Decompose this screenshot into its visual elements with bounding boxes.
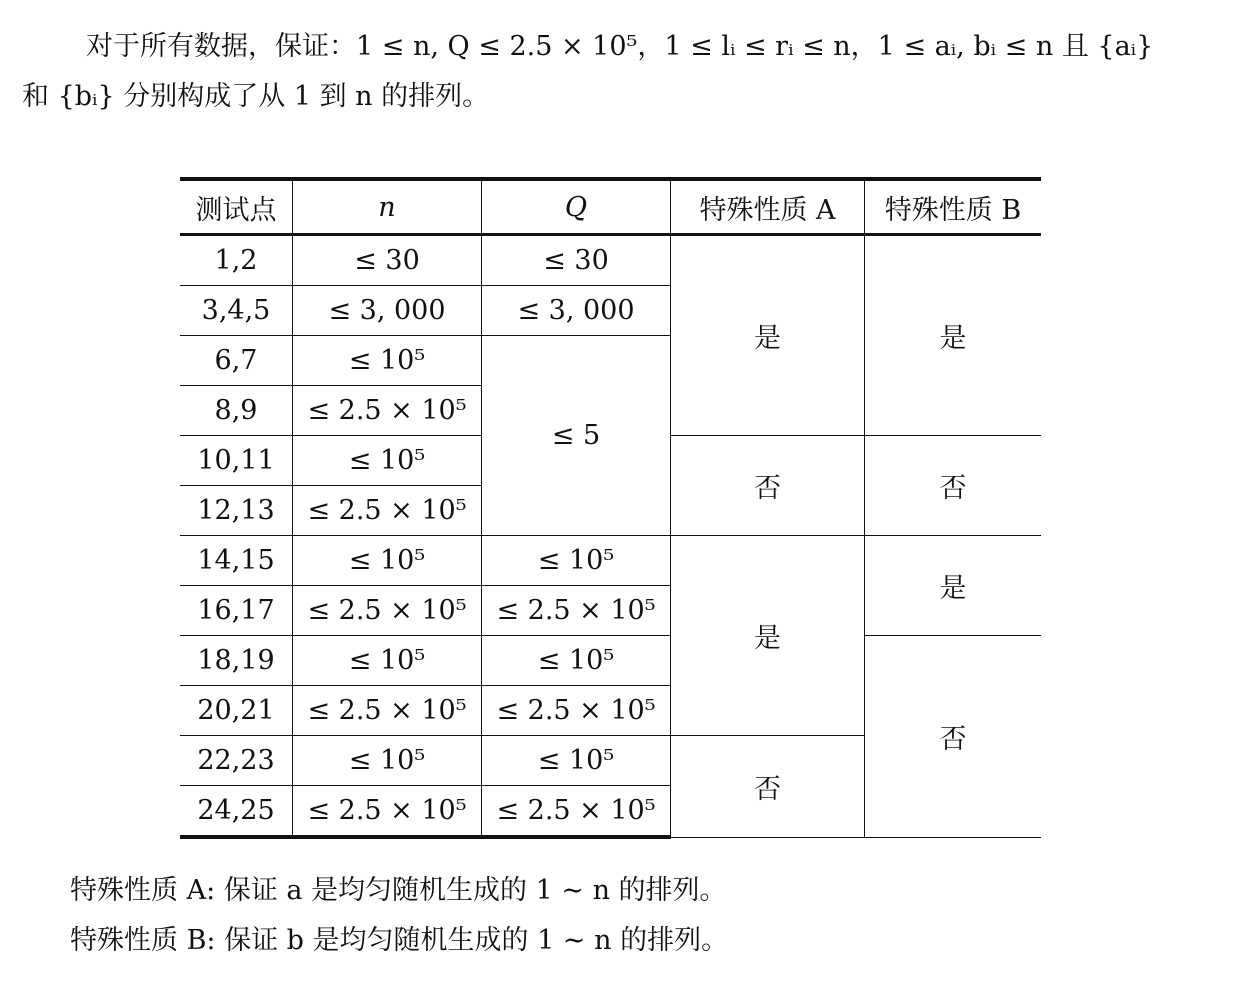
cell-points: 24,25	[180, 786, 293, 838]
constraints-line-2: 和 {bᵢ} 分别构成了从 1 到 n 的排列。	[22, 81, 490, 112]
cell-q: ≤ 3, 000	[482, 286, 671, 336]
cell-q: ≤ 30	[482, 235, 671, 286]
cell-points: 18,19	[180, 636, 293, 686]
cell-n: ≤ 10⁵	[293, 636, 482, 686]
cell-q: ≤ 2.5 × 10⁵	[482, 686, 671, 736]
property-a-note: 特殊性质 A: 保证 a 是均匀随机生成的 1 ∼ n 的排列。	[70, 875, 727, 906]
header-test-points: 测试点	[180, 179, 293, 235]
cell-n: ≤ 2.5 × 10⁵	[293, 386, 482, 436]
cell-q: ≤ 2.5 × 10⁵	[482, 786, 671, 838]
cell-q: ≤ 5	[482, 336, 671, 536]
constraints-paragraph	[22, 22, 1232, 122]
subtask-table	[180, 177, 1041, 839]
header-property-b: 特殊性质 B	[865, 179, 1042, 235]
cell-property-a: 否	[671, 436, 865, 536]
cell-n: ≤ 3, 000	[293, 286, 482, 336]
cell-n: ≤ 10⁵	[293, 536, 482, 586]
property-notes	[70, 866, 1220, 966]
cell-property-a: 是	[671, 235, 865, 436]
cell-n: ≤ 10⁵	[293, 336, 482, 386]
header-property-a: 特殊性质 A	[671, 179, 865, 235]
cell-q: ≤ 10⁵	[482, 536, 671, 586]
cell-points: 14,15	[180, 536, 293, 586]
constraints-line-1: 对于所有数据，保证：1 ≤ n, Q ≤ 2.5 × 10⁵，1 ≤ lᵢ ≤ rᵢ ≤ n，1 ≤ aᵢ, bᵢ ≤ n 且 {aᵢ}	[86, 31, 1154, 62]
cell-points: 10,11	[180, 436, 293, 486]
property-b-note: 特殊性质 B: 保证 b 是均匀随机生成的 1 ∼ n 的排列。	[70, 925, 729, 956]
cell-property-b: 否	[865, 436, 1042, 536]
cell-points: 20,21	[180, 686, 293, 736]
header-n: n	[293, 179, 482, 235]
cell-n: ≤ 10⁵	[293, 736, 482, 786]
cell-n: ≤ 10⁵	[293, 436, 482, 486]
cell-property-a: 否	[671, 736, 865, 838]
cell-property-a: 是	[671, 536, 865, 736]
table-row	[180, 636, 1041, 686]
cell-property-b: 是	[865, 536, 1042, 636]
cell-q: ≤ 10⁵	[482, 736, 671, 786]
cell-points: 12,13	[180, 486, 293, 536]
table-header-row	[180, 179, 1041, 235]
cell-q: ≤ 10⁵	[482, 636, 671, 686]
cell-n: ≤ 2.5 × 10⁵	[293, 786, 482, 838]
cell-property-b: 否	[865, 636, 1042, 838]
cell-n: ≤ 30	[293, 235, 482, 286]
cell-q: ≤ 2.5 × 10⁵	[482, 586, 671, 636]
cell-points: 1,2	[180, 235, 293, 286]
cell-n: ≤ 2.5 × 10⁵	[293, 486, 482, 536]
cell-points: 3,4,5	[180, 286, 293, 336]
cell-property-b: 是	[865, 235, 1042, 436]
header-q: Q	[482, 179, 671, 235]
cell-points: 8,9	[180, 386, 293, 436]
table-row	[180, 235, 1041, 286]
cell-points: 6,7	[180, 336, 293, 386]
table-row	[180, 536, 1041, 586]
cell-n: ≤ 2.5 × 10⁵	[293, 586, 482, 636]
cell-points: 16,17	[180, 586, 293, 636]
cell-points: 22,23	[180, 736, 293, 786]
cell-n: ≤ 2.5 × 10⁵	[293, 686, 482, 736]
